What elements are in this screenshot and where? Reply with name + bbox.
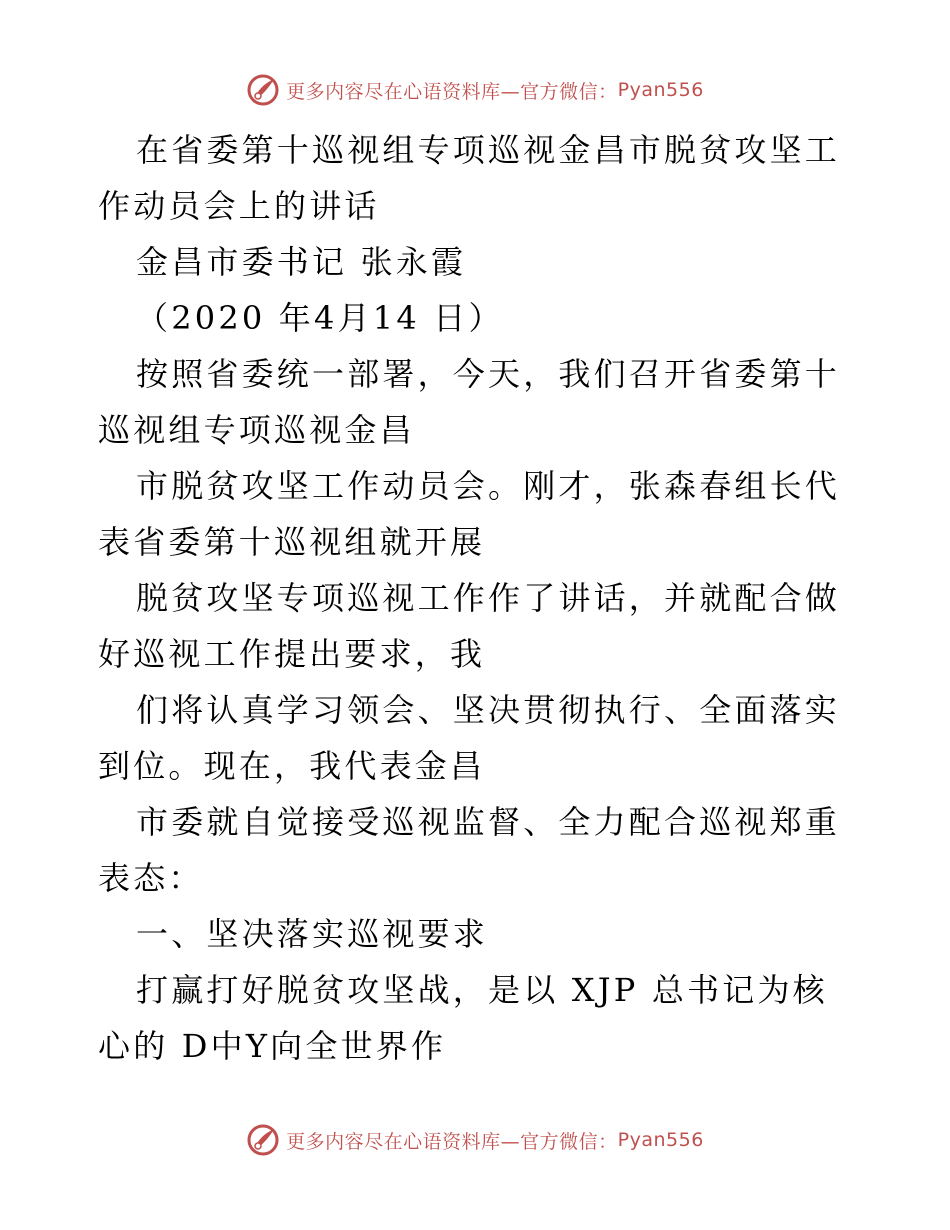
banner-text: 更多内容尽在心语资料库—官方微信：: [286, 1130, 618, 1153]
body-paragraph: 打赢打好脱贫攻坚战，是以 XJP 总书记为核心的 D中Y向全世界作: [98, 971, 828, 1065]
brush-logo-icon: [246, 1123, 280, 1157]
date-line: （2020 年4月14 日）: [136, 299, 504, 337]
banner-wechat-id: Pyan556: [617, 1129, 704, 1151]
section-heading: 一、坚决落实巡视要求: [136, 915, 489, 953]
body-paragraph: 市脱贫攻坚工作动员会。刚才，张森春组长代表省委第十巡视组就开展: [98, 467, 841, 561]
body-paragraph: 市委就自觉接受巡视监督、全力配合巡视郑重表态：: [98, 803, 841, 897]
document-title: 在省委第十巡视组专项巡视金昌市脱贫攻坚工作动员会上的讲话: [98, 131, 841, 225]
body-paragraph: 脱贫攻坚专项巡视工作作了讲话，并就配合做好巡视工作提出要求，我: [98, 579, 841, 673]
author-line: 金昌市委书记 张永霞: [136, 243, 467, 281]
body-paragraph: 们将认真学习领会、坚决贯彻执行、全面落实到位。现在，我代表金昌: [98, 691, 841, 785]
footer-watermark-banner: [0, 1120, 950, 1160]
banner-wechat-id: Pyan556: [617, 79, 704, 101]
brush-logo-icon: [246, 73, 280, 107]
body-paragraph: 按照省委统一部署，今天，我们召开省委第十巡视组专项巡视金昌: [98, 355, 841, 449]
header-watermark-banner: [0, 70, 950, 110]
document-body: [98, 122, 858, 1074]
banner-text: 更多内容尽在心语资料库—官方微信：: [286, 80, 618, 103]
